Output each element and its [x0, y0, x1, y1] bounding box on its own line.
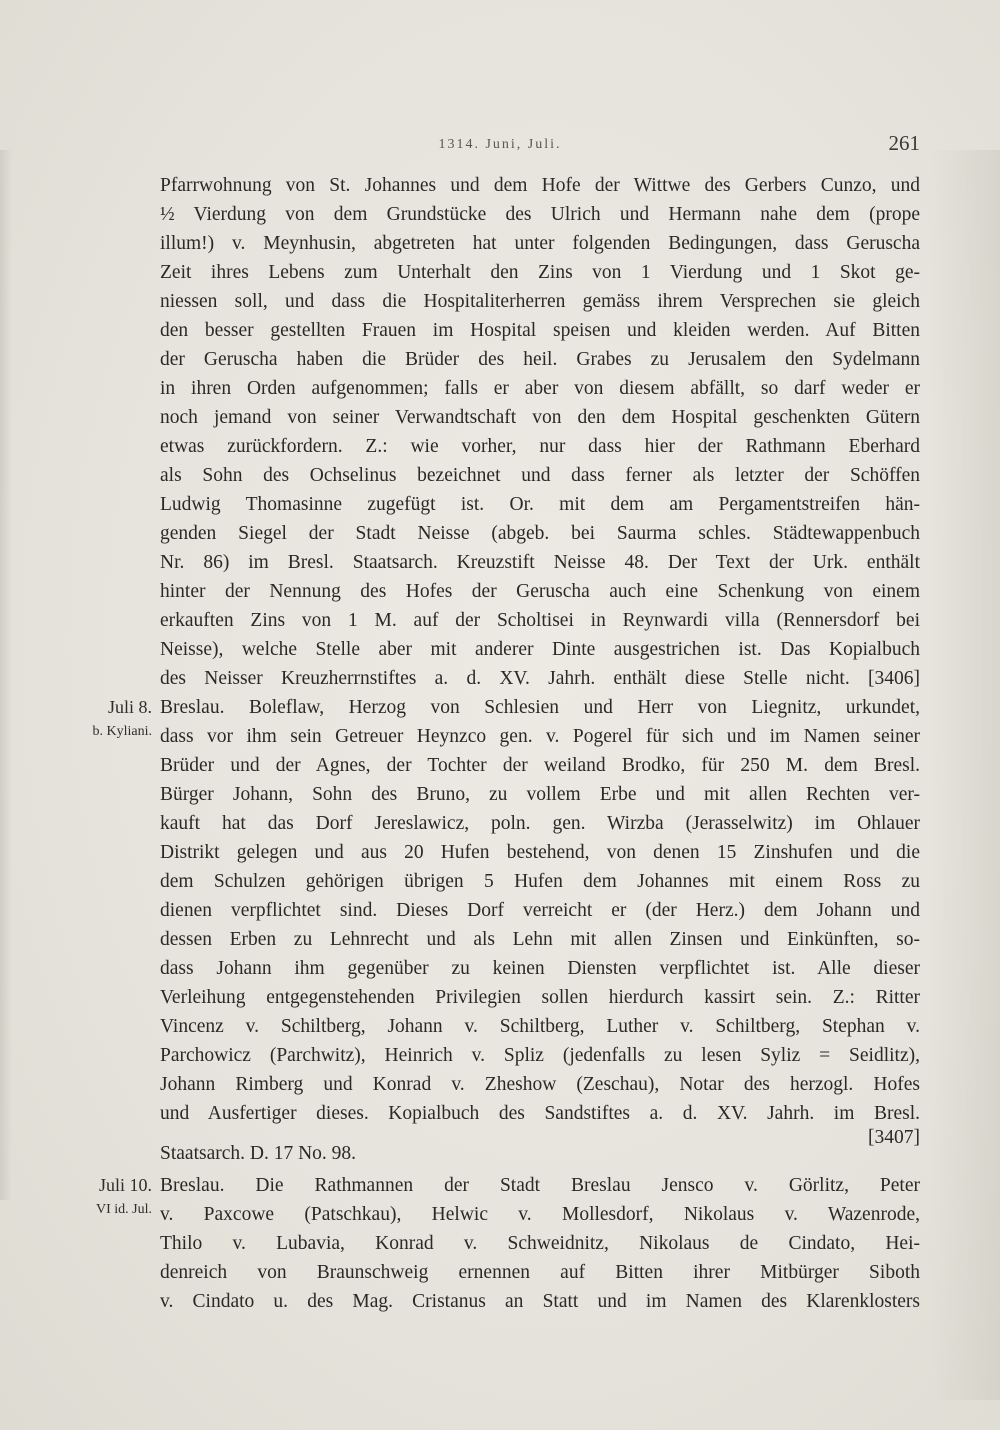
text-line: kauft hat das Dorf Jereslawicz, poln. gen. Wirzba (Jerasselwitz) im Ohlauer [160, 813, 920, 834]
text-line: dass vor ihm sein Getreuer Heynzco gen. v. Pogerel für sich und im Namen seiner [160, 726, 920, 747]
text-line: in ihren Orden aufgenommen; falls er aber von diesem abfällt, so darf weder er [160, 378, 920, 399]
text-line: als Sohn des Ochselinus bezeichnet und dass ferner als letzter der Schöffen [160, 465, 920, 486]
text-line: Brüder und der Agnes, der Tochter der weiland Brodko, für 250 M. dem Bresl. [160, 755, 920, 776]
right-bleed-shadow [930, 150, 1000, 1400]
text-line: und Ausfertiger dieses. Kopialbuch des Sandstiftes a. d. XV. Jahrh. im Bresl. [160, 1103, 920, 1124]
text-line: den besser gestellten Frauen im Hospital speisen und kleiden werden. Auf Bitten [160, 320, 920, 341]
text-line: illum!) v. Meynhusin, abgetreten hat unter folgenden Bedingungen, dass Geruscha [160, 233, 920, 254]
text-line: der Geruscha haben die Brüder des heil. Grabes zu Jerusalem den Sydelmann [160, 349, 920, 370]
text-line: Distrikt gelegen und aus 20 Hufen bestehend, von denen 15 Zinshufen und die [160, 842, 920, 863]
text-line: Breslau. Die Rathmannen der Stadt Breslau Jensco v. Görlitz, Peter [160, 1175, 920, 1196]
page-number: 261 [888, 131, 920, 155]
text-line: noch jemand von seiner Verwandtschaft von den dem Hospital geschenkten Gütern [160, 407, 920, 428]
text-line: genden Siegel der Stadt Neisse (abgeb. bei Saurma schles. Städtewappenbuch [160, 523, 920, 544]
text-line: dienen verpflichtet sind. Dieses Dorf verreicht er (der Herz.) dem Johann und [160, 900, 920, 921]
text-line: dem Schulzen gehörigen übrigen 5 Hufen dem Johannes mit einem Ross zu [160, 871, 920, 892]
text-line: Pfarrwohnung von St. Johannes und dem Hofe der Wittwe des Gerbers Cunzo, und [160, 175, 920, 196]
text-line: Vincenz v. Schiltberg, Johann v. Schiltberg, Luther v. Schiltberg, Stephan v. [160, 1016, 920, 1037]
text-line: Ludwig Thomasinne zugefügt ist. Or. mit dem am Pergamentstreifen hän- [160, 494, 920, 515]
text-line: Bürger Johann, Sohn des Bruno, zu vollem Erbe und mit allen Rechten ver- [160, 784, 920, 805]
text-line: dessen Erben zu Lehnrecht und als Lehn mit allen Zinsen und Einkünften, so- [160, 929, 920, 950]
text-line: hinter der Nennung des Hofes der Geruscha auch eine Schenkung von einem [160, 581, 920, 602]
running-head: 1314. Juni, Juli. [438, 137, 562, 152]
text-line: Breslau. Boleflaw, Herzog von Schlesien und Herr von Liegnitz, urkundet, [160, 697, 920, 718]
text-line: v. Paxcowe (Patschkau), Helwic v. Mollesdorf, Nikolaus v. Wazenrode, [160, 1204, 920, 1225]
text-line: Nr. 86) im Bresl. Staatsarch. Kreuzstift Neisse 48. Der Text der Urk. enthält [160, 552, 920, 573]
document-number-3407: [3407] [868, 1127, 920, 1148]
text-line: etwas zurückfordern. Z.: wie vorher, nur dass hier der Rathmann Eberhard [160, 436, 920, 457]
text-line: Zeit ihres Lebens zum Unterhalt den Zins von 1 Vierdung und 1 Skot ge- [160, 262, 920, 283]
text-line: niessen soll, und dass die Hospitaliterherren gemäss ihrem Versprechen sie gleich [160, 291, 920, 312]
text-line: Neisse), welche Stelle aber mit anderer Dinte ausgestrichen ist. Das Kopialbuch [160, 639, 920, 660]
margin-date: Juli 8. [107, 697, 152, 717]
text-line: Johann Rimberg und Konrad v. Zheshow (Zeschau), Notar des herzogl. Hofes [160, 1074, 920, 1095]
text-line: ½ Vierdung von dem Grundstücke des Ulrich und Hermann nahe dem (prope [160, 204, 920, 225]
text-line: dass Johann ihm gegenüber zu keinen Diensten verpflichtet ist. Alle dieser [160, 958, 920, 979]
text-line: Verleihung entgegenstehenden Privilegien sollen hierdurch kassirt sein. Z.: Ritter [160, 987, 920, 1008]
text-line: Parchowicz (Parchwitz), Heinrich v. Spliz (jedenfalls zu lesen Syliz = Seidlitz), [160, 1045, 920, 1066]
text-line: Thilo v. Lubavia, Konrad v. Schweidnitz, Nikolaus de Cindato, Hei- [160, 1233, 920, 1254]
text-line: Staatsarch. D. 17 No. 98. [160, 1143, 357, 1164]
margin-feast-day: b. Kyliani. [92, 724, 152, 739]
text-line: denreich von Braunschweig ernennen auf Bitten ihrer Mitbürger Siboth [160, 1262, 920, 1283]
left-bleed-shadow [0, 150, 12, 1200]
margin-feast-day: VI id. Jul. [96, 1202, 152, 1217]
margin-date: Juli 10. [98, 1175, 152, 1195]
text-line: erkauften Zins von 1 M. auf der Scholtisei in Reynwardi villa (Rennersdorf bei [160, 610, 920, 631]
text-line: v. Cindato u. des Mag. Cristanus an Statt und im Namen des Klarenklosters [160, 1291, 920, 1312]
text-line: des Neisser Kreuzherrnstiftes a. d. XV. Jahrh. enthält diese Stelle nicht. [3406] [160, 668, 920, 689]
